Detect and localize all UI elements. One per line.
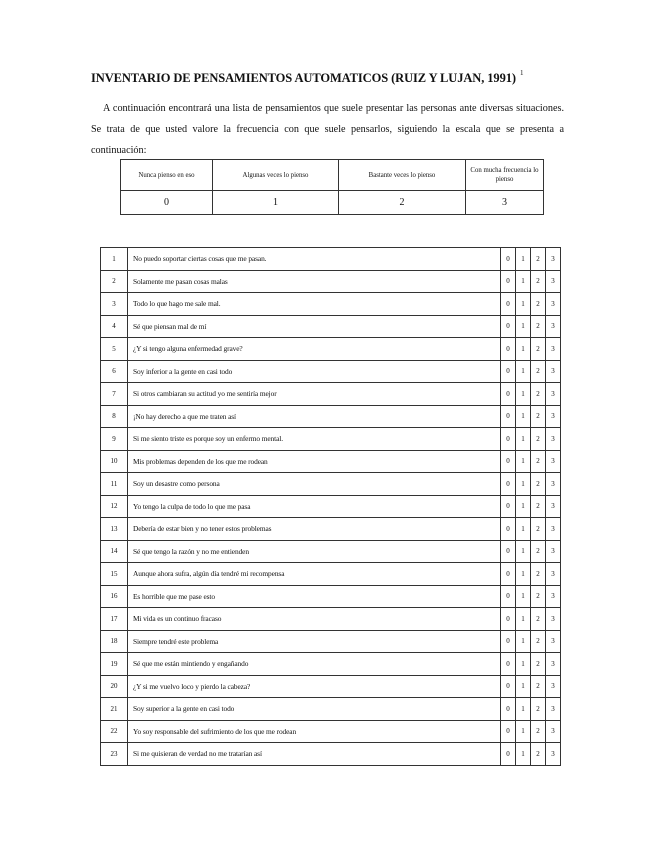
score-option-3[interactable]: 3 bbox=[546, 405, 561, 428]
score-option-2[interactable]: 2 bbox=[531, 405, 546, 428]
scale-header-row bbox=[121, 160, 544, 191]
scale-value-3: 3 bbox=[466, 191, 544, 215]
item-number: 1 bbox=[101, 248, 128, 271]
score-option-1[interactable]: 1 bbox=[516, 653, 531, 676]
score-option-3[interactable]: 3 bbox=[546, 248, 561, 271]
item-number: 9 bbox=[101, 428, 128, 451]
item-statement: Si me siento triste es porque soy un enfermo mental. bbox=[128, 428, 501, 451]
score-option-2[interactable]: 2 bbox=[531, 270, 546, 293]
item-statement: Yo soy responsable del sufrimiento de los que me rodean bbox=[128, 720, 501, 743]
footnote-marker: 1 bbox=[519, 69, 524, 77]
score-option-2[interactable]: 2 bbox=[531, 675, 546, 698]
scale-value-2: 2 bbox=[339, 191, 466, 215]
score-option-3[interactable]: 3 bbox=[546, 315, 561, 338]
score-option-2[interactable]: 2 bbox=[531, 248, 546, 271]
score-option-1[interactable]: 1 bbox=[516, 608, 531, 631]
item-number: 3 bbox=[101, 293, 128, 316]
item-number: 23 bbox=[101, 743, 128, 766]
item-number: 18 bbox=[101, 630, 128, 653]
score-option-1[interactable]: 1 bbox=[516, 585, 531, 608]
table-row bbox=[101, 450, 561, 473]
score-option-2[interactable]: 2 bbox=[531, 428, 546, 451]
item-statement: Solamente me pasan cosas malas bbox=[128, 270, 501, 293]
item-number: 12 bbox=[101, 495, 128, 518]
item-statement: Si me quisieran de verdad no me tratarían así bbox=[128, 743, 501, 766]
frequency-scale-table bbox=[120, 159, 544, 215]
scale-header-0: Nunca pienso en eso bbox=[121, 160, 213, 191]
table-row bbox=[101, 428, 561, 451]
score-option-0[interactable]: 0 bbox=[501, 518, 516, 541]
score-option-2[interactable]: 2 bbox=[531, 630, 546, 653]
scale-value-row bbox=[121, 191, 544, 215]
item-statement: ¿Y si tengo alguna enfermedad grave? bbox=[128, 338, 501, 361]
score-option-0[interactable]: 0 bbox=[501, 248, 516, 271]
score-option-2[interactable]: 2 bbox=[531, 450, 546, 473]
score-option-1[interactable]: 1 bbox=[516, 720, 531, 743]
item-statement: Sé que me están mintiendo y engañando bbox=[128, 653, 501, 676]
score-option-2[interactable]: 2 bbox=[531, 315, 546, 338]
item-statement: Soy un desastre como persona bbox=[128, 473, 501, 496]
item-statement: Si otros cambiaran su actitud yo me sentiría mejor bbox=[128, 383, 501, 406]
page-title bbox=[91, 71, 523, 86]
item-number: 11 bbox=[101, 473, 128, 496]
item-statement: ¡No hay derecho a que me traten así bbox=[128, 405, 501, 428]
score-option-2[interactable]: 2 bbox=[531, 518, 546, 541]
item-statement: Mis problemas dependen de los que me rodean bbox=[128, 450, 501, 473]
table-row bbox=[101, 293, 561, 316]
item-number: 2 bbox=[101, 270, 128, 293]
score-option-3[interactable]: 3 bbox=[546, 518, 561, 541]
item-number: 19 bbox=[101, 653, 128, 676]
score-option-1[interactable]: 1 bbox=[516, 630, 531, 653]
score-option-2[interactable]: 2 bbox=[531, 293, 546, 316]
item-statement: Yo tengo la culpa de todo lo que me pasa bbox=[128, 495, 501, 518]
item-statement: Soy inferior a la gente en casi todo bbox=[128, 360, 501, 383]
score-option-1[interactable]: 1 bbox=[516, 428, 531, 451]
table-row bbox=[101, 518, 561, 541]
scale-header-3: Con mucha frecuencia lo pienso bbox=[466, 160, 544, 191]
score-option-1[interactable]: 1 bbox=[516, 540, 531, 563]
score-option-2[interactable]: 2 bbox=[531, 608, 546, 631]
score-option-0[interactable]: 0 bbox=[501, 450, 516, 473]
score-option-3[interactable]: 3 bbox=[546, 608, 561, 631]
item-number: 22 bbox=[101, 720, 128, 743]
score-option-0[interactable]: 0 bbox=[501, 698, 516, 721]
item-statement: Sé que piensan mal de mí bbox=[128, 315, 501, 338]
score-option-3[interactable]: 3 bbox=[546, 675, 561, 698]
table-row bbox=[101, 338, 561, 361]
score-option-2[interactable]: 2 bbox=[531, 495, 546, 518]
scale-header-1: Algunas veces lo pienso bbox=[213, 160, 339, 191]
scale-value-1: 1 bbox=[213, 191, 339, 215]
item-statement: Soy superior a la gente en casi todo bbox=[128, 698, 501, 721]
score-option-1[interactable]: 1 bbox=[516, 315, 531, 338]
score-option-3[interactable]: 3 bbox=[546, 383, 561, 406]
score-option-0[interactable]: 0 bbox=[501, 338, 516, 361]
item-statement: Debería de estar bien y no tener estos problemas bbox=[128, 518, 501, 541]
score-option-1[interactable]: 1 bbox=[516, 248, 531, 271]
score-option-1[interactable]: 1 bbox=[516, 698, 531, 721]
score-option-0[interactable]: 0 bbox=[501, 293, 516, 316]
item-statement: Es horrible que me pase esto bbox=[128, 585, 501, 608]
item-number: 13 bbox=[101, 518, 128, 541]
score-option-0[interactable]: 0 bbox=[501, 360, 516, 383]
item-statement: ¿Y si me vuelvo loco y pierdo la cabeza? bbox=[128, 675, 501, 698]
score-option-1[interactable]: 1 bbox=[516, 675, 531, 698]
score-option-1[interactable]: 1 bbox=[516, 405, 531, 428]
score-option-0[interactable]: 0 bbox=[501, 473, 516, 496]
item-statement: Siempre tendré este problema bbox=[128, 630, 501, 653]
item-statement: Todo lo que hago me sale mal. bbox=[128, 293, 501, 316]
score-option-3[interactable]: 3 bbox=[546, 630, 561, 653]
scale-header-2: Bastante veces lo pienso bbox=[339, 160, 466, 191]
score-option-2[interactable]: 2 bbox=[531, 383, 546, 406]
item-number: 5 bbox=[101, 338, 128, 361]
score-option-1[interactable]: 1 bbox=[516, 270, 531, 293]
item-number: 7 bbox=[101, 383, 128, 406]
score-option-2[interactable]: 2 bbox=[531, 338, 546, 361]
score-option-0[interactable]: 0 bbox=[501, 428, 516, 451]
item-statement: Sé que tengo la razón y no me entienden bbox=[128, 540, 501, 563]
item-number: 10 bbox=[101, 450, 128, 473]
item-number: 20 bbox=[101, 675, 128, 698]
title-text: INVENTARIO DE PENSAMIENTOS AUTOMATICOS (RUIZ Y LUJAN, 1991) bbox=[91, 71, 516, 86]
table-row bbox=[101, 653, 561, 676]
score-option-0[interactable]: 0 bbox=[501, 315, 516, 338]
scale-value-0: 0 bbox=[121, 191, 213, 215]
score-option-1[interactable]: 1 bbox=[516, 495, 531, 518]
score-option-0[interactable]: 0 bbox=[501, 675, 516, 698]
item-number: 21 bbox=[101, 698, 128, 721]
item-statement: Aunque ahora sufra, algún día tendré mi recompensa bbox=[128, 563, 501, 586]
table-row bbox=[101, 585, 561, 608]
thoughts-inventory-table bbox=[100, 247, 561, 766]
item-number: 17 bbox=[101, 608, 128, 631]
table-row bbox=[101, 473, 561, 496]
table-row bbox=[101, 248, 561, 271]
table-row bbox=[101, 405, 561, 428]
item-number: 6 bbox=[101, 360, 128, 383]
item-number: 16 bbox=[101, 585, 128, 608]
score-option-2[interactable]: 2 bbox=[531, 473, 546, 496]
score-option-1[interactable]: 1 bbox=[516, 360, 531, 383]
score-option-0[interactable]: 0 bbox=[501, 630, 516, 653]
table-row bbox=[101, 743, 561, 766]
score-option-2[interactable]: 2 bbox=[531, 563, 546, 586]
score-option-3[interactable]: 3 bbox=[546, 428, 561, 451]
score-option-1[interactable]: 1 bbox=[516, 473, 531, 496]
score-option-1[interactable]: 1 bbox=[516, 293, 531, 316]
score-option-0[interactable]: 0 bbox=[501, 270, 516, 293]
table-row bbox=[101, 540, 561, 563]
table-row bbox=[101, 675, 561, 698]
table-row bbox=[101, 495, 561, 518]
score-option-2[interactable]: 2 bbox=[531, 360, 546, 383]
score-option-1[interactable]: 1 bbox=[516, 383, 531, 406]
score-option-2[interactable]: 2 bbox=[531, 585, 546, 608]
score-option-0[interactable]: 0 bbox=[501, 563, 516, 586]
score-option-0[interactable]: 0 bbox=[501, 405, 516, 428]
score-option-1[interactable]: 1 bbox=[516, 743, 531, 766]
score-option-0[interactable]: 0 bbox=[501, 720, 516, 743]
score-option-1[interactable]: 1 bbox=[516, 338, 531, 361]
table-row bbox=[101, 315, 561, 338]
score-option-3[interactable]: 3 bbox=[546, 720, 561, 743]
score-option-0[interactable]: 0 bbox=[501, 743, 516, 766]
score-option-3[interactable]: 3 bbox=[546, 495, 561, 518]
table-row bbox=[101, 608, 561, 631]
score-option-0[interactable]: 0 bbox=[501, 383, 516, 406]
score-option-3[interactable]: 3 bbox=[546, 270, 561, 293]
score-option-0[interactable]: 0 bbox=[501, 540, 516, 563]
score-option-0[interactable]: 0 bbox=[501, 653, 516, 676]
score-option-3[interactable]: 3 bbox=[546, 360, 561, 383]
score-option-0[interactable]: 0 bbox=[501, 585, 516, 608]
table-row bbox=[101, 383, 561, 406]
item-number: 4 bbox=[101, 315, 128, 338]
item-number: 14 bbox=[101, 540, 128, 563]
score-option-0[interactable]: 0 bbox=[501, 495, 516, 518]
score-option-3[interactable]: 3 bbox=[546, 293, 561, 316]
table-row bbox=[101, 720, 561, 743]
score-option-3[interactable]: 3 bbox=[546, 743, 561, 766]
score-option-3[interactable]: 3 bbox=[546, 563, 561, 586]
score-option-1[interactable]: 1 bbox=[516, 518, 531, 541]
table-row bbox=[101, 698, 561, 721]
score-option-2[interactable]: 2 bbox=[531, 540, 546, 563]
score-option-3[interactable]: 3 bbox=[546, 585, 561, 608]
table-row bbox=[101, 360, 561, 383]
score-option-3[interactable]: 3 bbox=[546, 540, 561, 563]
score-option-2[interactable]: 2 bbox=[531, 720, 546, 743]
instructions-paragraph: A continuación encontrará una lista de pensamientos que suele presentar las personas ante diversas situaciones. Se trata de que usted valore la frecuencia con que suele pensarlos, siguiendo la escala que se presenta a continuación: bbox=[91, 103, 564, 156]
score-option-3[interactable]: 3 bbox=[546, 698, 561, 721]
score-option-1[interactable]: 1 bbox=[516, 450, 531, 473]
table-row bbox=[101, 270, 561, 293]
score-option-3[interactable]: 3 bbox=[546, 653, 561, 676]
score-option-0[interactable]: 0 bbox=[501, 608, 516, 631]
item-statement: Mi vida es un continuo fracaso bbox=[128, 608, 501, 631]
item-statement: No puedo soportar ciertas cosas que me pasan. bbox=[128, 248, 501, 271]
score-option-2[interactable]: 2 bbox=[531, 698, 546, 721]
score-option-2[interactable]: 2 bbox=[531, 653, 546, 676]
table-row bbox=[101, 630, 561, 653]
table-row bbox=[101, 563, 561, 586]
item-number: 8 bbox=[101, 405, 128, 428]
item-number: 15 bbox=[101, 563, 128, 586]
score-option-3[interactable]: 3 bbox=[546, 338, 561, 361]
score-option-2[interactable]: 2 bbox=[531, 743, 546, 766]
score-option-1[interactable]: 1 bbox=[516, 563, 531, 586]
score-option-3[interactable]: 3 bbox=[546, 473, 561, 496]
score-option-3[interactable]: 3 bbox=[546, 450, 561, 473]
